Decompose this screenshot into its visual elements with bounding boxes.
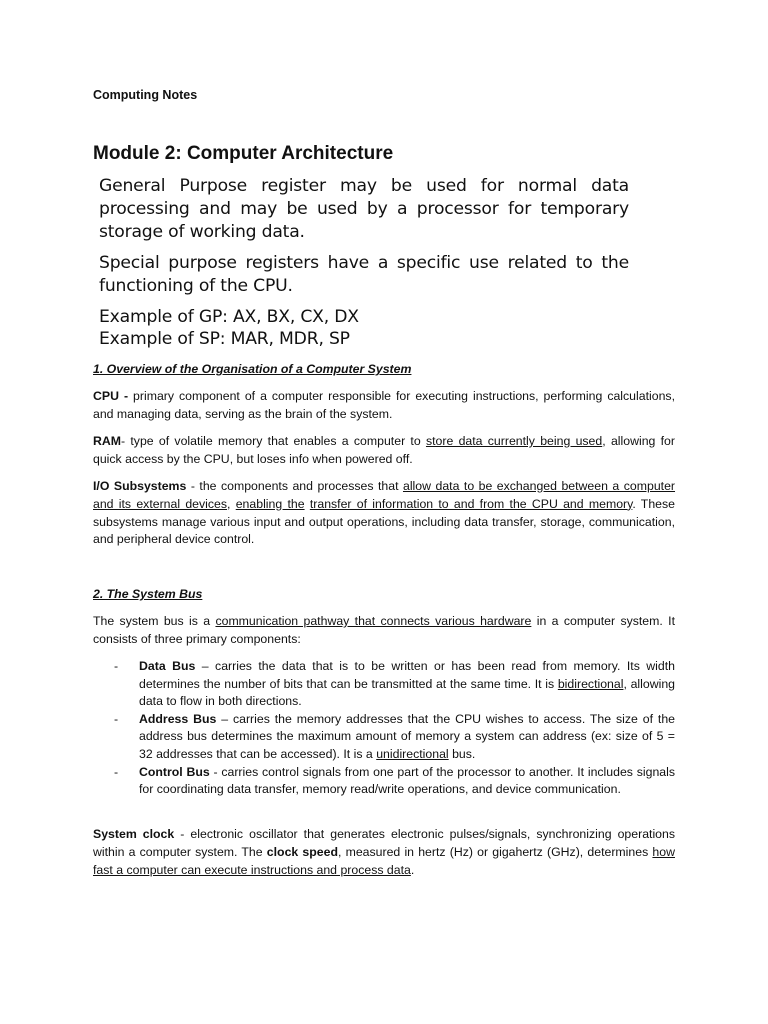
clock-underlined: how fast a computer can execute instructions and process data bbox=[93, 844, 675, 877]
io-term: I/O Subsystems bbox=[93, 479, 187, 493]
bus-intro-after: in a computer system. It consists of three primary components: bbox=[93, 614, 675, 646]
bullet-dash: - bbox=[114, 659, 119, 673]
io-underlined-1: allow data to be exchanged between a computer and its external devices bbox=[93, 479, 676, 511]
bus-components-list bbox=[93, 658, 675, 799]
io-text-after: . These subsystems manage various input and output operations, including data transfer, storage, communication, and peripheral device control. bbox=[93, 496, 675, 547]
example-sp: Example of SP: MAR, MDR, SP bbox=[99, 329, 350, 349]
section-1-heading: 1. Overview of the Organisation of a Computer System bbox=[93, 362, 412, 376]
page-title: Module 2: Computer Architecture bbox=[93, 143, 394, 164]
cpu-term: CPU bbox=[93, 389, 119, 403]
ram-definition bbox=[93, 433, 675, 469]
control-bus-text: - carries control signals from one part of the processor to another. It includes signals for coordinating data transfer, memory read/write operations, and device communication. bbox=[139, 764, 675, 797]
special-purpose-register-text: Special purpose registers have a specific use related to the functioning of the CPU. bbox=[99, 253, 629, 296]
bullet-dash: - bbox=[114, 764, 119, 779]
clock-text-3: . bbox=[410, 862, 415, 877]
bus-intro-underlined: communication pathway that connects various hardware bbox=[215, 614, 532, 628]
general-purpose-register-text: General Purpose register may be used for normal data processing and may be used by a processor for temporary storage of working data. bbox=[99, 176, 629, 242]
example-gp: Example of GP: AX, BX, CX, DX bbox=[99, 307, 359, 327]
ram-term: RAM bbox=[93, 434, 122, 448]
list-item-data-bus bbox=[93, 658, 675, 711]
list-item-control-bus bbox=[93, 764, 675, 799]
system-bus-intro bbox=[93, 613, 675, 649]
ram-text-after: , allowing for quick access by the CPU, but loses info when powered off. bbox=[93, 434, 675, 466]
io-underlined-3: transfer of information to and from the CPU and memory bbox=[309, 496, 633, 511]
io-definition bbox=[93, 478, 675, 549]
io-underlined-2: enabling the bbox=[235, 496, 305, 511]
io-comma: , bbox=[227, 496, 236, 511]
clock-text-2: , measured in hertz (Hz) or gigahertz (GHz), determines bbox=[337, 844, 653, 859]
ram-text-before: - type of volatile memory that enables a computer to bbox=[121, 434, 426, 448]
cpu-sep: - bbox=[118, 389, 134, 403]
data-bus-text-after: , allowing data to flow in both directions. bbox=[139, 676, 675, 709]
control-bus-term: Control Bus bbox=[139, 764, 210, 779]
io-text-before: - the components and processes that bbox=[186, 479, 403, 493]
cpu-text: primary component of a computer responsible for executing instructions, performing calculations, and managing data, serving as the brain of the system. bbox=[93, 389, 675, 421]
section-2-heading: 2. The System Bus bbox=[93, 587, 203, 601]
data-bus-text-before: – carries the data that is to be written or has been read from memory. Its width determines the number of bits that can be transmitted at the same time. It is bbox=[139, 659, 675, 691]
clock-term: System clock bbox=[93, 827, 175, 841]
header-note: Computing Notes bbox=[93, 88, 198, 102]
cpu-definition bbox=[93, 388, 675, 424]
list-item-address-bus bbox=[93, 711, 675, 764]
clock-speed-term: clock speed bbox=[266, 844, 338, 859]
address-bus-text-after: bus. bbox=[448, 746, 476, 761]
address-bus-text-before: – carries the memory addresses that the CPU wishes to access. The size of the address bus determines the maximum amount of memory a system can address (ex: size of 5 = 32 addresses that can be accessed). It is a bbox=[139, 711, 675, 761]
bus-intro-before: The system bus is a bbox=[93, 614, 216, 628]
clock-text-1: - electronic oscillator that generates electronic pulses/signals, synchronizing operations within a computer system. The bbox=[93, 827, 676, 859]
ram-underlined: store data currently being used bbox=[425, 434, 603, 448]
data-bus-underlined: bidirectional bbox=[557, 676, 624, 691]
system-clock-definition bbox=[93, 826, 675, 879]
address-bus-term: Address Bus bbox=[139, 711, 217, 726]
bullet-dash: - bbox=[114, 711, 119, 726]
data-bus-term: Data Bus bbox=[139, 659, 196, 673]
address-bus-underlined: unidirectional bbox=[376, 746, 449, 761]
